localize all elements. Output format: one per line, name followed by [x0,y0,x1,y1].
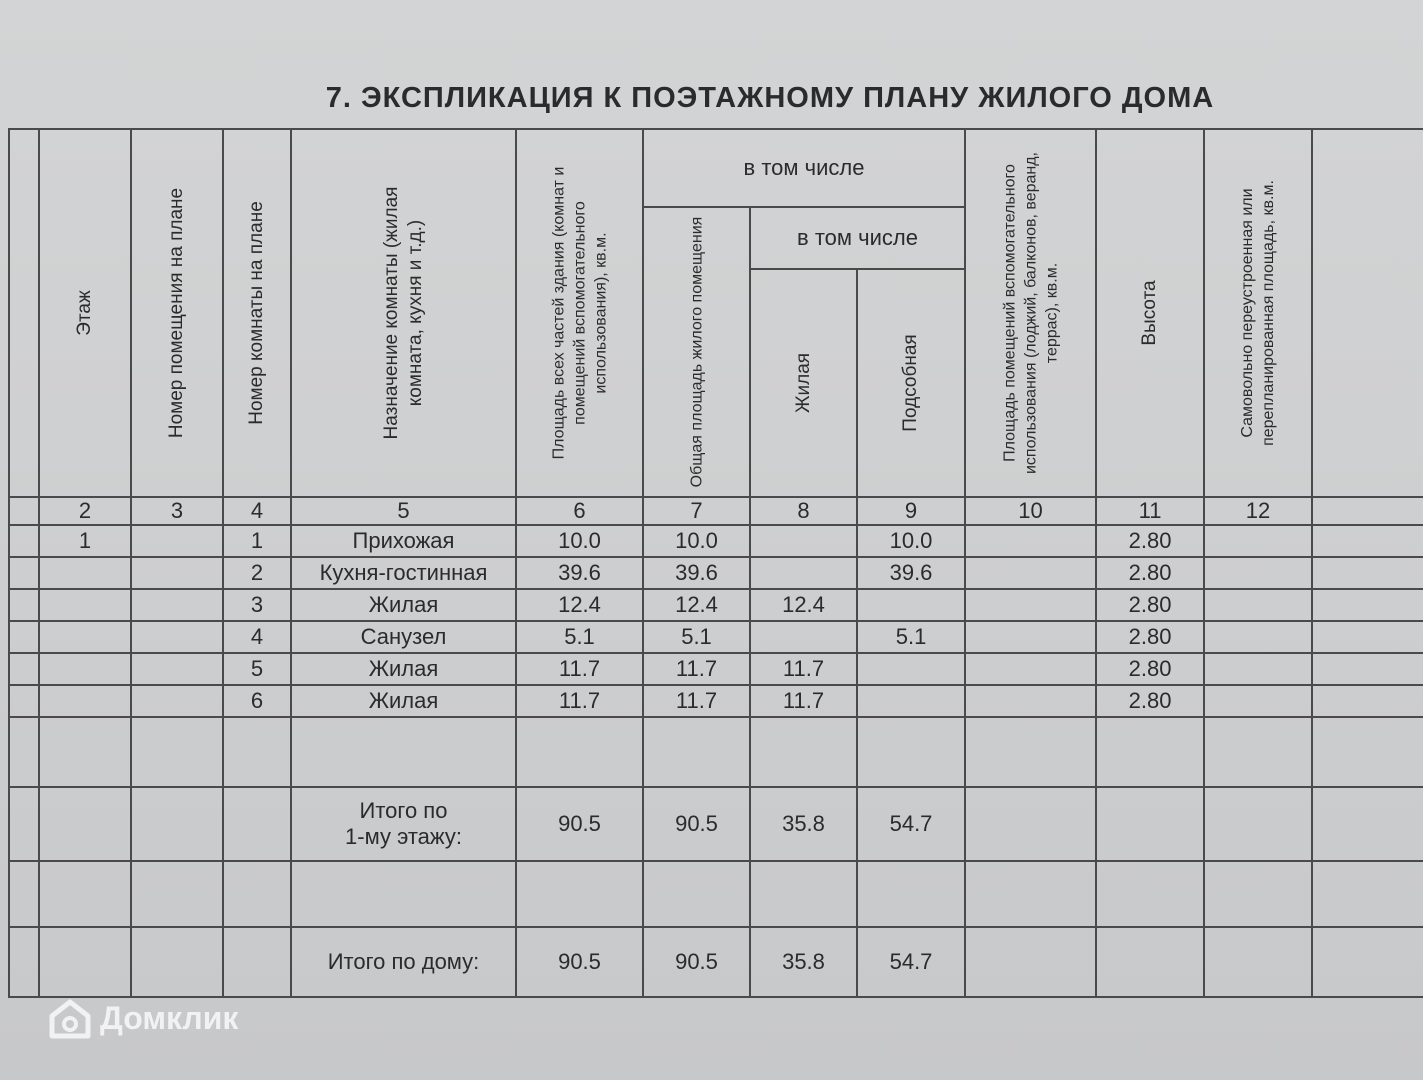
purpose-cell: Жилая [291,589,516,621]
area-cell: 11.7 [516,685,643,717]
header-including: в том числе [643,129,965,207]
table-row [9,589,1423,621]
house-total-aux: 54.7 [857,927,965,997]
living-cell [750,621,857,653]
header-area-all: Площадь всех частей здания (комнат и помещений вспомогательного использования), кв.м. [516,129,643,497]
floor-cell: 1 [39,525,131,557]
total-cell: 10.0 [643,525,750,557]
purpose-cell: Кухня-гостинная [291,557,516,589]
living-cell [750,557,857,589]
num-cell: 5 [291,497,516,525]
header-unauthorized: Самовольно переустроенная или перепланированная площадь, кв.м. [1204,129,1312,497]
height-cell: 2.80 [1096,685,1204,717]
living-cell: 11.7 [750,685,857,717]
area-cell: 10.0 [516,525,643,557]
height-cell: 2.80 [1096,525,1204,557]
header-row-1 [9,129,1423,207]
area-cell: 12.4 [516,589,643,621]
num-cell: 11 [1096,497,1204,525]
floor-total-living: 35.8 [750,787,857,861]
num-cell: 3 [131,497,223,525]
floor-cell [39,653,131,685]
house-total-living: 35.8 [750,927,857,997]
document-title: 7. ЭКСПЛИКАЦИЯ К ПОЭТАЖНОМУ ПЛАНУ ЖИЛОГО ДОМА [325,82,1215,114]
domclick-logo-icon [48,996,92,1040]
height-cell: 2.80 [1096,557,1204,589]
purpose-cell: Жилая [291,653,516,685]
purpose-cell: Санузел [291,621,516,653]
column-numbers-row [9,497,1423,525]
num-cell: 4 [223,497,291,525]
num-cell: 10 [965,497,1096,525]
num-cell: 7 [643,497,750,525]
header-aux-use-area: Площадь помещений вспомогательного использования (лоджий, балконов, веранд, террас), кв.м. [965,129,1096,497]
num-cell: 6 [516,497,643,525]
height-cell: 2.80 [1096,589,1204,621]
floor-total-row [9,787,1423,861]
living-cell: 11.7 [750,653,857,685]
num-cell: 2 [39,497,131,525]
domclick-watermark [48,996,238,1040]
living-cell [750,525,857,557]
room-cell: 2 [223,557,291,589]
floor-cell [39,589,131,621]
house-total-label: Итого по дому: [291,927,516,997]
floor-total-aux: 54.7 [857,787,965,861]
empty-row [9,861,1423,927]
table-row [9,685,1423,717]
room-cell: 6 [223,685,291,717]
empty-row [9,717,1423,787]
header-premise-no: Номер помещения на плане [131,129,223,497]
header-auxiliary: Подсобная [857,269,965,497]
area-cell: 11.7 [516,653,643,685]
area-cell: 39.6 [516,557,643,589]
floor-total-area: 90.5 [516,787,643,861]
header-total-living-area: Общая площадь жилого помещения [643,207,750,497]
aux-cell: 10.0 [857,525,965,557]
room-cell: 3 [223,589,291,621]
aux-cell [857,653,965,685]
num-cell [9,497,39,525]
table-row [9,653,1423,685]
floor-cell [39,685,131,717]
explication-table [8,128,1423,998]
header-living: Жилая [750,269,857,497]
total-cell: 12.4 [643,589,750,621]
header-height: Высота [1096,129,1204,497]
header-including-2: в том числе [750,207,965,269]
total-cell: 11.7 [643,653,750,685]
num-cell [1312,497,1423,525]
total-cell: 39.6 [643,557,750,589]
total-cell: 5.1 [643,621,750,653]
header-floor: Этаж [39,129,131,497]
house-total-row [9,927,1423,997]
purpose-cell: Жилая [291,685,516,717]
header-room-no: Номер комнаты на плане [223,129,291,497]
header-purpose: Назначение комнаты (жилая комната, кухня и т.д.) [291,129,516,497]
floor-cell [39,621,131,653]
purpose-cell: Прихожая [291,525,516,557]
table-row [9,525,1423,557]
room-cell: 1 [223,525,291,557]
table-row [9,557,1423,589]
floor-cell [39,557,131,589]
aux-cell: 5.1 [857,621,965,653]
aux-cell: 39.6 [857,557,965,589]
room-cell: 4 [223,621,291,653]
aux-cell [857,589,965,621]
margin-cell [9,129,39,497]
room-cell: 5 [223,653,291,685]
num-cell: 9 [857,497,965,525]
area-cell: 5.1 [516,621,643,653]
height-cell: 2.80 [1096,653,1204,685]
num-cell: 8 [750,497,857,525]
height-cell: 2.80 [1096,621,1204,653]
watermark-text: Домклик [100,999,239,1036]
house-total-area: 90.5 [516,927,643,997]
floor-total-total: 90.5 [643,787,750,861]
aux-cell [857,685,965,717]
header-extra [1312,129,1423,497]
total-cell: 11.7 [643,685,750,717]
num-cell: 12 [1204,497,1312,525]
table-row [9,621,1423,653]
living-cell: 12.4 [750,589,857,621]
house-total-total: 90.5 [643,927,750,997]
floor-total-label: Итого по 1-му этажу: [291,787,516,861]
